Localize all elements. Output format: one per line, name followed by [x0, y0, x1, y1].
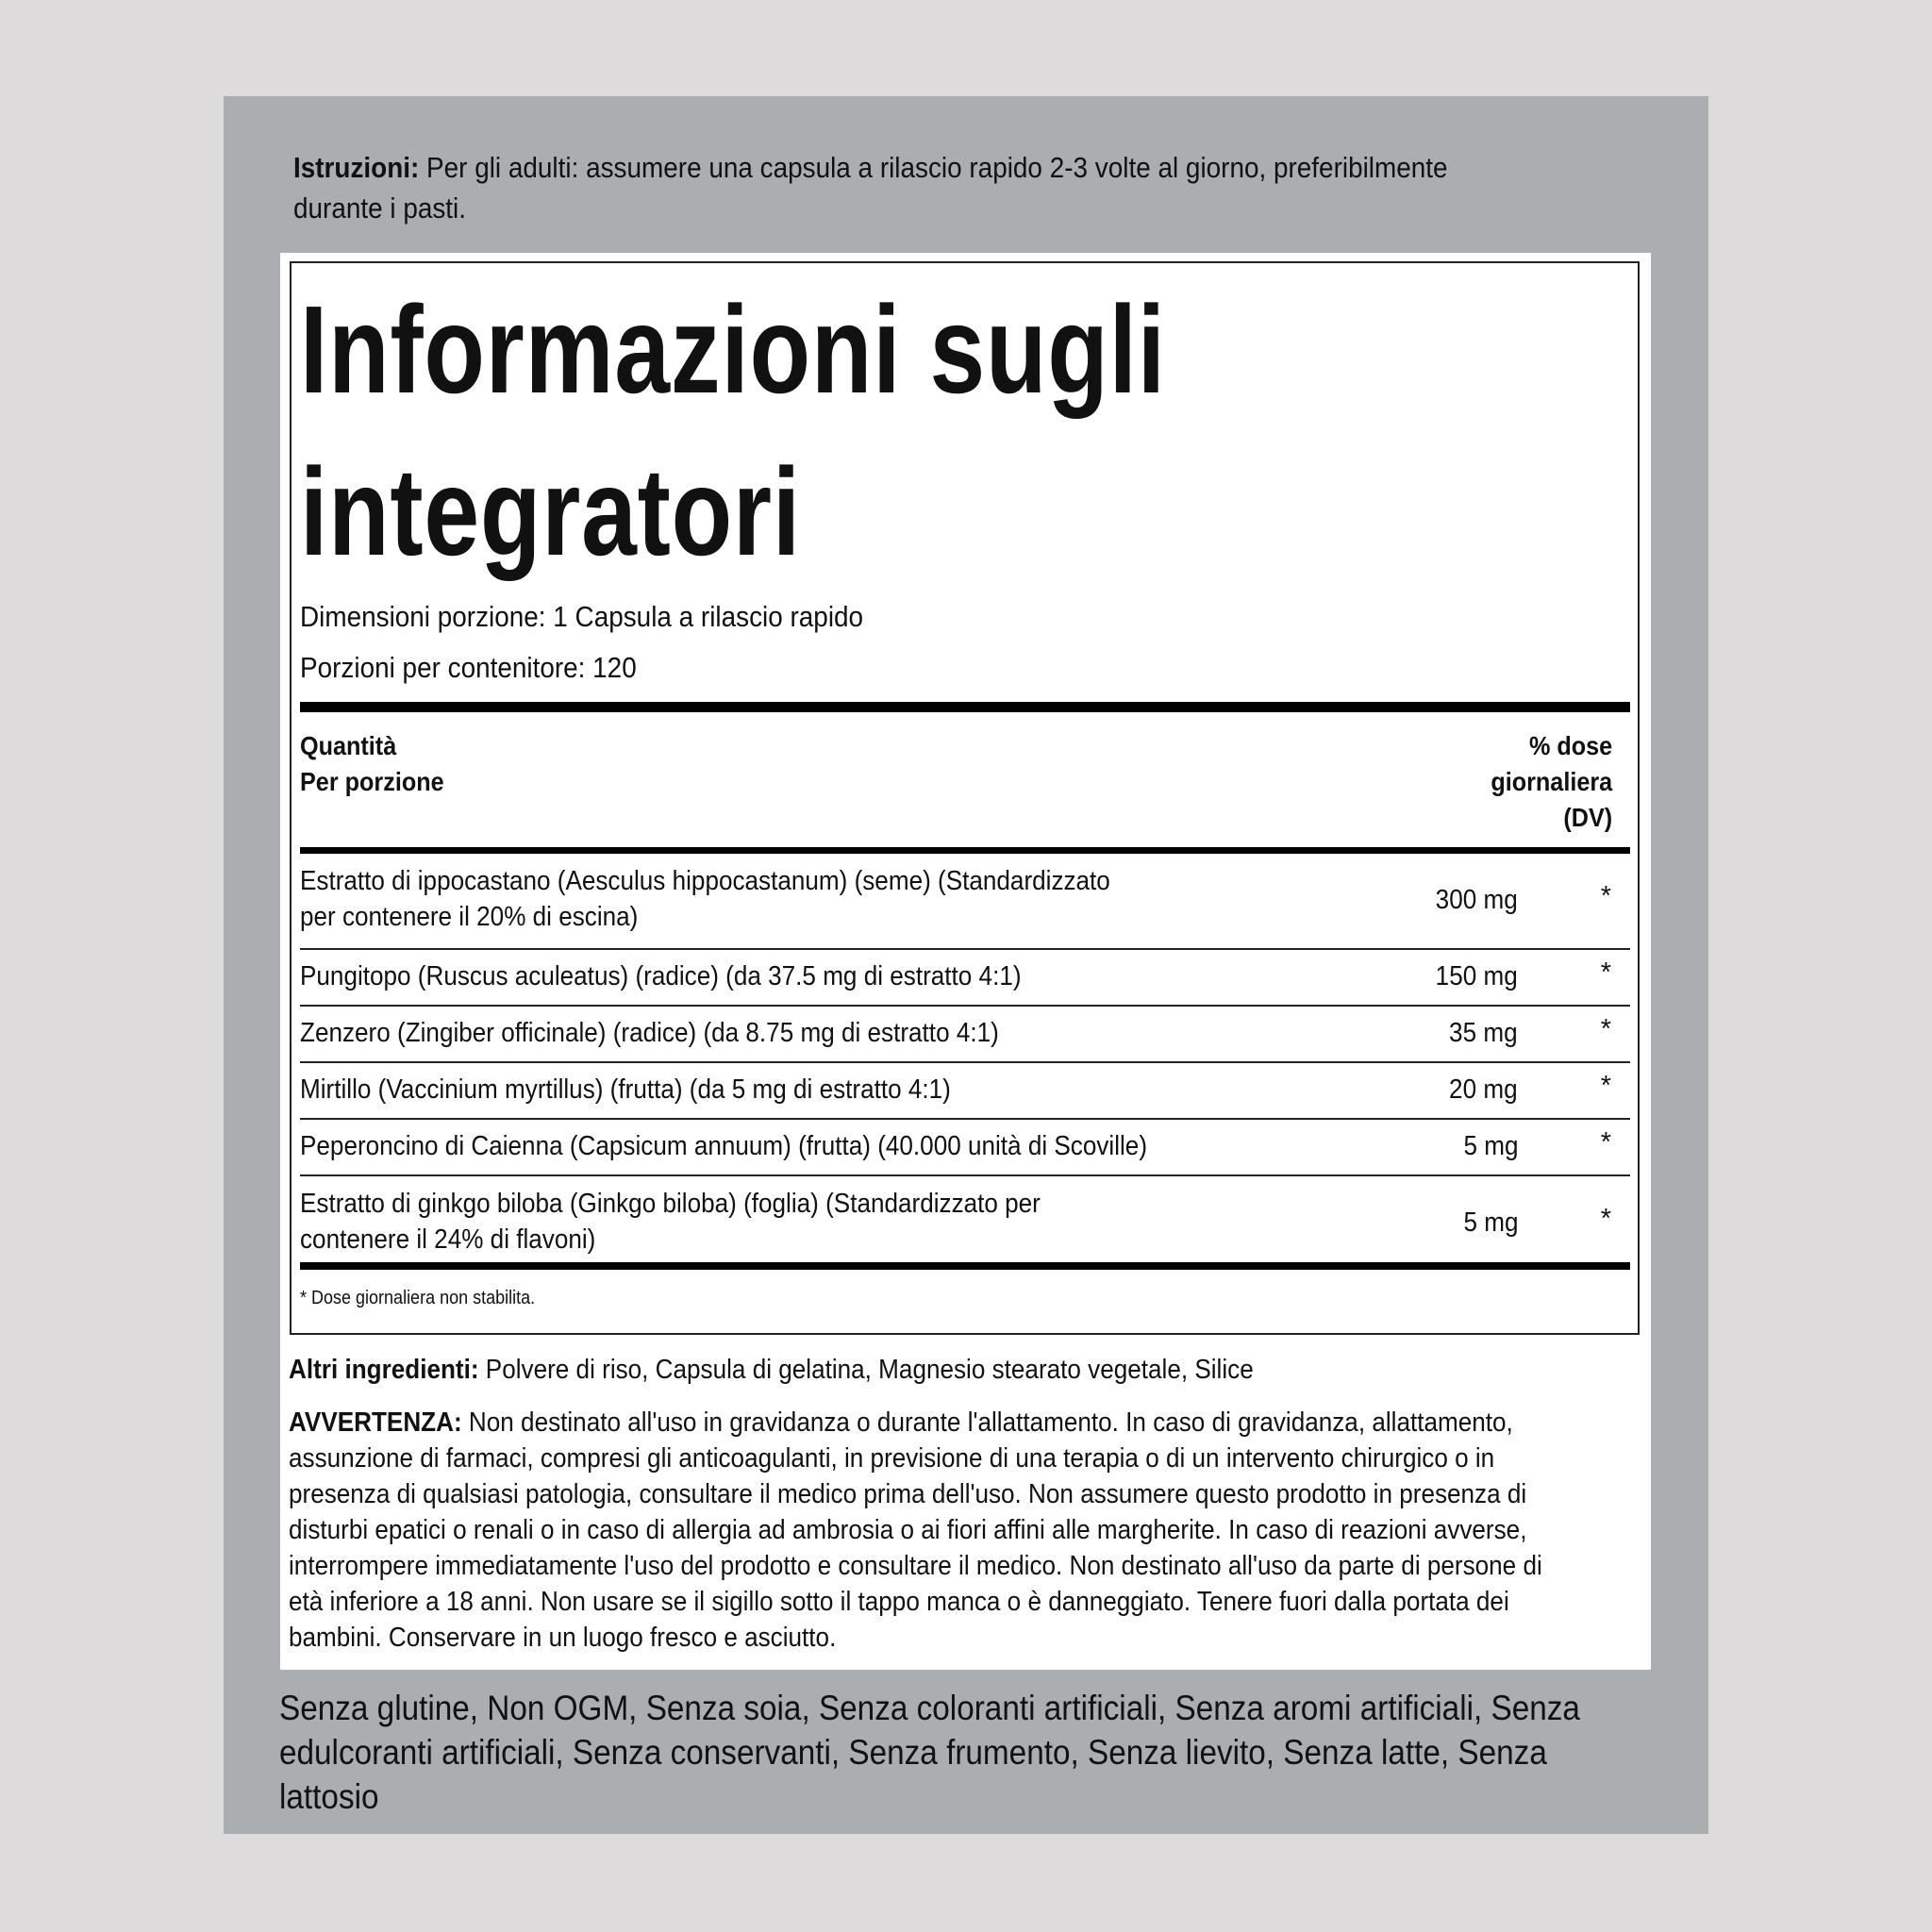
ingredient-amount: 5 mg [1462, 1208, 1518, 1238]
ingredient-amount: 20 mg [1449, 1074, 1518, 1105]
ingredient-table [300, 854, 1630, 1263]
table-row [300, 950, 1630, 1007]
other-ingredients-label: Altri ingredienti: [289, 1355, 479, 1385]
ingredient-name: Mirtillo (Vaccinium myrtillus) (frutta) (da 5 mg di estratto 4:1) [300, 1074, 951, 1105]
footnote: * Dose giornaliera non stabilita. [300, 1288, 536, 1308]
table-row [300, 854, 1630, 950]
header-dv-line: (DV) [1563, 803, 1612, 832]
ingredient-dv: * [1600, 1071, 1611, 1101]
directions-text [293, 147, 1482, 228]
ingredient-dv: * [1600, 881, 1611, 911]
warning [289, 1405, 1579, 1656]
directions-label: Istruzioni: [293, 151, 420, 184]
ingredient-name: Estratto di ginkgo biloba (Ginkgo biloba) (foglia) (Standardizzato per contenere il 24% di flavoni) [300, 1189, 1041, 1255]
warning-label: AVVERTENZA: [289, 1407, 462, 1438]
ingredient-dv: * [1600, 958, 1611, 988]
warning-text: Non destinato all'uso in gravidanza o durante l'allattamento. In caso di gravidanza, allattamento, assunzione di farmaci, compresi gli anticoagulanti, in previsione di una terapia o di un intervento chirurgico o in presenza di qualsiasi patologia, consultare il medico prima dell'uso. Non assumere questo prodotto in presenza di disturbi epatici o renali o in caso di allergia ad ambrosia o ai fiori affini alle margherite. In caso di reazioni avverse, interrompere immediatamente l'uso del prodotto e consultare il medico. Non destinato all'uso da parte di persone di età inferiore a 18 anni. Non usare se il sigillo sotto il tappo manca o è danneggiato. Tenere fuori dalla portata dei bambini. Conservare in un luogo fresco e asciutto. [289, 1407, 1542, 1653]
other-ingredients [289, 1351, 1562, 1389]
divider-bar [300, 702, 1630, 712]
ingredient-dv: * [1600, 1204, 1611, 1234]
table-row [300, 1176, 1630, 1263]
header-dv-line: giornaliera [1491, 767, 1612, 796]
ingredient-name: Zenzero (Zingiber officinale) (radice) (da 8.75 mg di estratto 4:1) [300, 1018, 999, 1048]
other-ingredients-text: Polvere di riso, Capsula di gelatina, Magnesio stearato vegetale, Silice [478, 1355, 1254, 1385]
servings-per-container: Porzioni per contenitore: 120 [300, 651, 637, 684]
ingredient-dv: * [1600, 1014, 1611, 1044]
header-amount-line: Quantità [300, 731, 397, 760]
free-from-claims: Senza glutine, Non OGM, Senza soia, Senza coloranti artificiali, Senza aromi artificiali, Senza edulcoranti artificiali, Senza conservanti, Senza frumento, Senza lievito, Senza latte, Senza lattosio [279, 1689, 1580, 1816]
table-row [300, 1063, 1630, 1120]
ingredient-amount: 5 mg [1462, 1131, 1518, 1161]
table-row [300, 1007, 1630, 1063]
ingredient-amount: 300 mg [1435, 885, 1518, 915]
table-row [300, 1120, 1630, 1176]
header-amount-per-serving [300, 728, 444, 800]
facts-title: Informazioni sugli integratori [300, 280, 1166, 581]
divider-bar [300, 847, 1630, 854]
header-dv-line: % dose [1528, 731, 1612, 760]
ingredient-dv: * [1600, 1127, 1611, 1158]
directions-body: Per gli adulti: assumere una capsula a rilascio rapido 2-3 volte al giorno, preferibilmente durante i pasti. [293, 151, 1448, 225]
ingredient-amount: 35 mg [1449, 1018, 1518, 1048]
ingredient-name: Peperoncino di Caienna (Capsicum annuum) (frutta) (40.000 unità di Scoville) [300, 1131, 1148, 1161]
header-amount-line: Per porzione [300, 767, 444, 796]
header-daily-value [1491, 728, 1612, 836]
divider-bar [300, 1262, 1630, 1270]
serving-size: Dimensioni porzione: 1 Capsula a rilascio rapido [300, 600, 864, 633]
ingredient-amount: 150 mg [1435, 961, 1518, 991]
ingredient-name: Estratto di ippocastano (Aesculus hippocastanum) (seme) (Standardizzato per contenere il 20% di escina) [300, 866, 1110, 932]
ingredient-name: Pungitopo (Ruscus aculeatus) (radice) (da 37.5 mg di estratto 4:1) [300, 961, 1022, 991]
